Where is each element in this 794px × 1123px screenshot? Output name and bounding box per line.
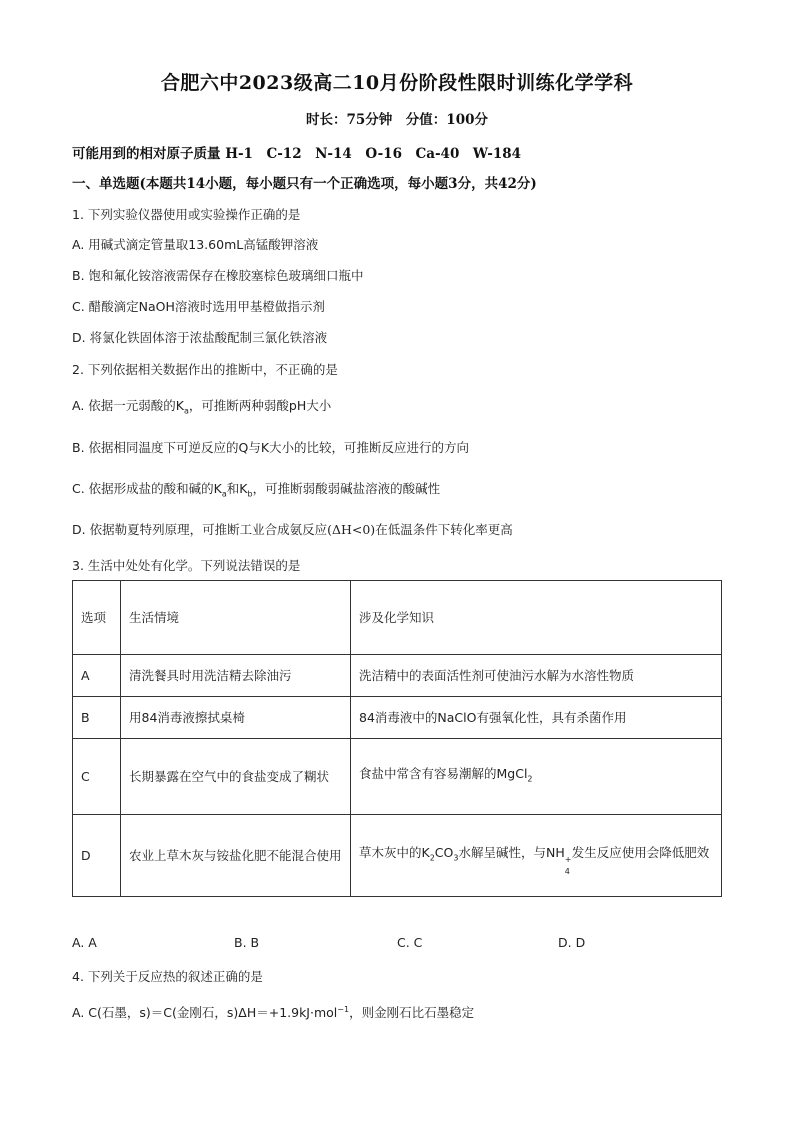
header-option: 选项 bbox=[73, 581, 121, 655]
q1-option-c: C. 醋酸滴定NaOH溶液时选用甲基橙做指示剂 bbox=[72, 299, 325, 314]
section-heading: 一、单选题(本题共14小题，每小题只有一个正确选项，每小题3分，共42分) bbox=[72, 176, 537, 192]
q1-option-b: B. 饱和氟化铵溶液需保存在橡胶塞棕色玻璃细口瓶中 bbox=[72, 268, 364, 283]
row-knowledge: 84消毒液中的NaClO有强氧化性，具有杀菌作用 bbox=[351, 697, 722, 739]
q3-choice-b: B. B bbox=[234, 935, 260, 950]
page-title: 合肥六中2023级高二10月份阶段性限时训练化学学科 bbox=[160, 72, 634, 94]
table-header-row bbox=[73, 581, 722, 655]
atomic-masses: 可能用到的相对原子质量 H-1 C-12 N-14 O-16 Ca-40 W-184 bbox=[72, 146, 522, 162]
row-scenario: 清洗餐具时用洗洁精去除油污 bbox=[121, 655, 351, 697]
q3-choice-d: D. D bbox=[558, 935, 586, 950]
q1-option-a: A. 用碱式滴定管量取13.60mL高锰酸钾溶液 bbox=[72, 237, 319, 252]
row-knowledge: 草木灰中的$K_2CO_3$水解呈碱性，与NH + 4 发生反应使用会降低肥效 bbox=[351, 815, 722, 897]
row-option: D bbox=[73, 815, 121, 897]
q3-choice-c: C. C bbox=[397, 935, 423, 950]
q3-table bbox=[72, 580, 722, 897]
q1-stem: 1. 下列实验仪器使用或实验操作正确的是 bbox=[72, 207, 301, 222]
table-row bbox=[73, 655, 722, 697]
row-option: C bbox=[73, 739, 121, 815]
row-knowledge: 洗洁精中的表面活性剂可使油污水解为水溶性物质 bbox=[351, 655, 722, 697]
q4-stem: 4. 下列关于反应热的叙述正确的是 bbox=[72, 969, 263, 984]
row-scenario: 农业上草木灰与铵盐化肥不能混合使用 bbox=[121, 815, 351, 897]
table-row bbox=[73, 697, 722, 739]
q2-stem: 2. 下列依据相关数据作出的推断中，不正确的是 bbox=[72, 362, 338, 377]
q2-option-b: B. 依据相同温度下可逆反应的Q与K大小的比较，可推断反应进行的方向 bbox=[72, 440, 470, 455]
q2-option-d: D. 依据勒夏特列原理，可推断工业合成氨反应(ΔH<0)在低温条件下转化率更高 bbox=[72, 522, 513, 537]
q3-choice-a: A. A bbox=[72, 935, 97, 950]
header-knowledge: 涉及化学知识 bbox=[351, 581, 722, 655]
table-row bbox=[73, 739, 722, 815]
exam-duration-score: 时长：75分钟 分值：100分 bbox=[306, 112, 488, 128]
q4-option-a: A. C(石墨，s)＝C(金刚石，s)ΔH＝+1.9kJ·mol$^{-1}$，则金刚石比石墨稳定 bbox=[72, 1004, 475, 1020]
row-scenario: 长期暴露在空气中的食盐变成了糊状 bbox=[121, 739, 351, 815]
q2-option-a: A. 依据一元弱酸的$K_a$，可推断两种弱酸pH大小 bbox=[72, 398, 332, 416]
row-scenario: 用84消毒液擦拭桌椅 bbox=[121, 697, 351, 739]
row-option: A bbox=[73, 655, 121, 697]
q1-option-d: D. 将氯化铁固体溶于浓盐酸配制三氯化铁溶液 bbox=[72, 330, 328, 345]
header-scenario: 生活情境 bbox=[121, 581, 351, 655]
row-knowledge: 食盐中常含有容易潮解的MgCl$_2$ bbox=[351, 739, 722, 815]
row-option: B bbox=[73, 697, 121, 739]
q2-option-c: C. 依据形成盐的酸和碱的$K_a$和$K_b$，可推断弱酸弱碱盐溶液的酸碱性 bbox=[72, 481, 441, 499]
q3-stem: 3. 生活中处处有化学。下列说法错误的是 bbox=[72, 558, 301, 573]
table-row bbox=[73, 815, 722, 897]
